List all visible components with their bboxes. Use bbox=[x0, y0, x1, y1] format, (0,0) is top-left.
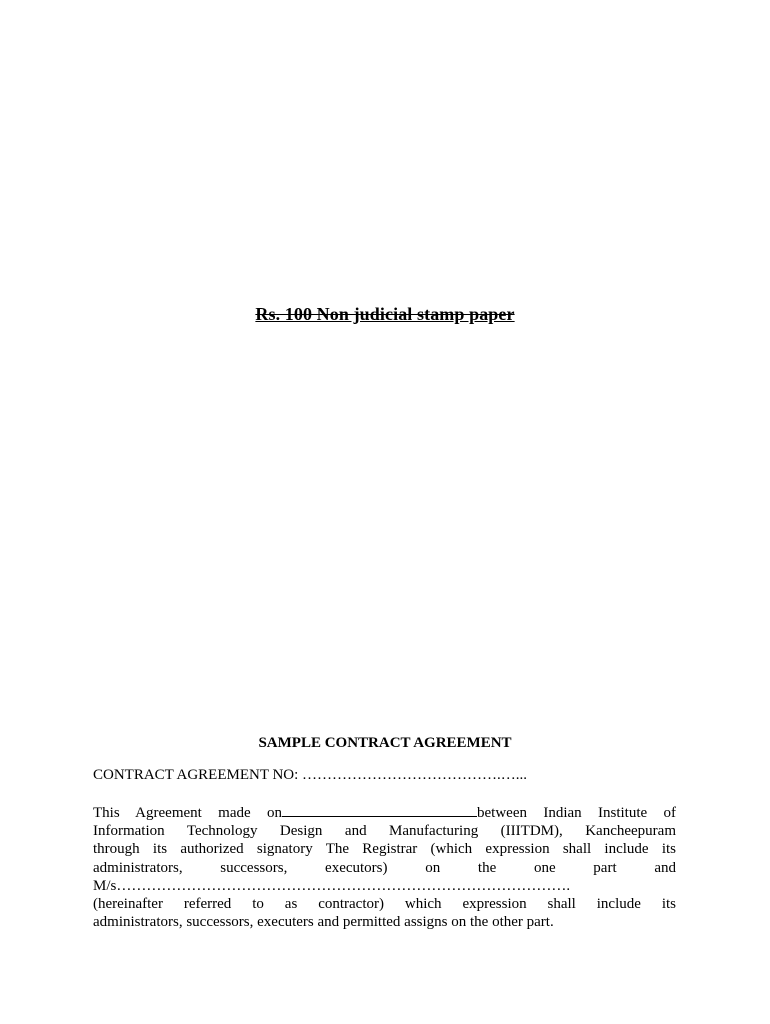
paragraph-line-1 bbox=[93, 804, 676, 822]
contract-number-line: CONTRACT AGREEMENT NO: ………………………………….…... bbox=[93, 767, 528, 783]
paragraph-line-3: through its authorized signatory The Registrar (which expression shall include its bbox=[93, 841, 676, 858]
paragraph-line-6: (hereinafter referred to as contractor) which expression shall include its bbox=[93, 896, 676, 913]
agreement-title: SAMPLE CONTRACT AGREEMENT bbox=[258, 735, 512, 751]
stamp-paper-heading: Rs. 100 Non judicial stamp paper bbox=[255, 304, 515, 324]
paragraph-line-4: administrators, successors, executors) on the one part and bbox=[93, 859, 676, 876]
agreement-date-label: This Agreement made on bbox=[93, 805, 282, 821]
paragraph-line-2: Information Technology Design and Manufacturing (IIITDM), Kancheepuram bbox=[93, 823, 676, 840]
parties-intro-text: between Indian Institute of bbox=[477, 805, 676, 821]
paragraph-line-5: M/s………………………………………………………………………………. bbox=[93, 877, 571, 894]
agreement-date-blank bbox=[282, 804, 477, 817]
paragraph-line-7: administrators, successors, executers and permitted assigns on the other part. bbox=[93, 914, 554, 931]
agreement-paragraph bbox=[93, 804, 676, 931]
